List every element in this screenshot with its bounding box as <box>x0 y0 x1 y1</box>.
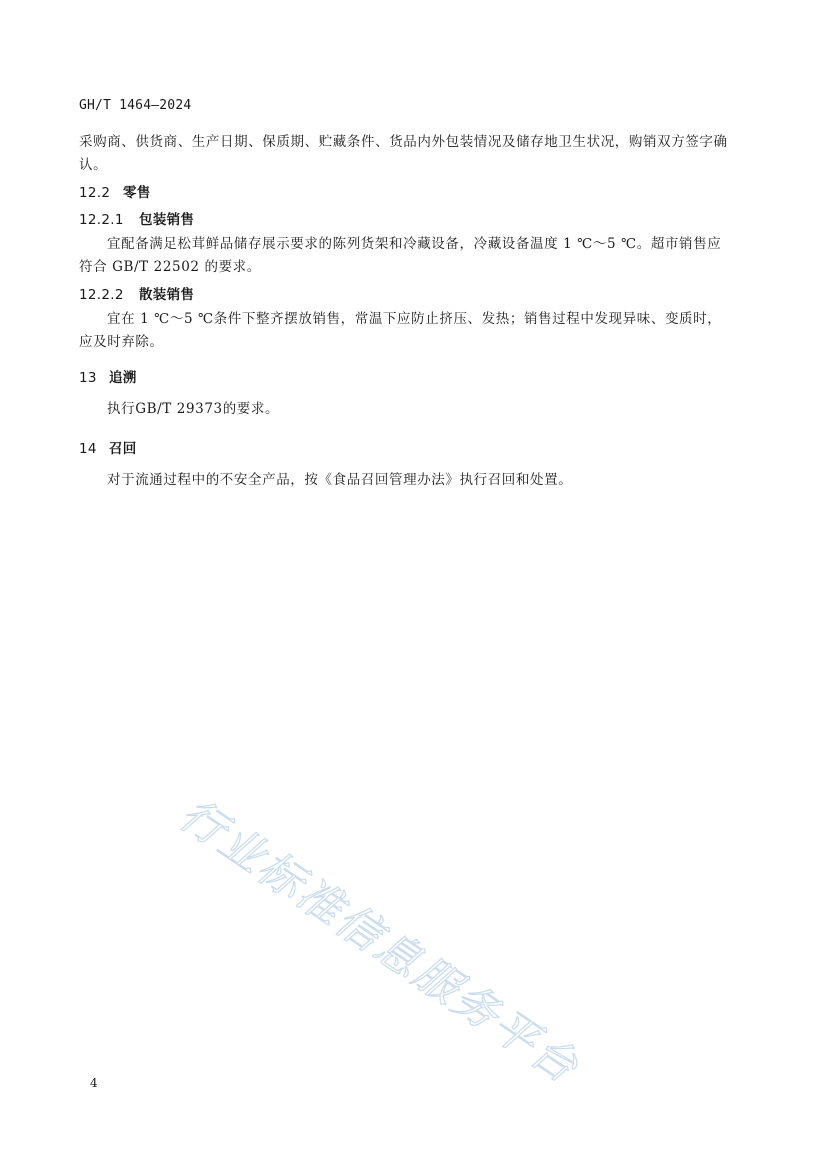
section-title: 零售 <box>123 185 151 201</box>
section-12-2-1-text: 宜配备满足松茸鲜品储存展示要求的陈列货架和冷藏设备，冷藏设备温度 1 ℃～5 ℃。超市销售应符合 GB/T 22502 的要求。 <box>79 236 722 275</box>
section-12-2-2-heading <box>79 283 194 303</box>
intro-paragraph: 采购商、供货商、生产日期、保质期、贮藏条件、货品内外包装情况及储存地卫生状况，购销双方签字确认。 <box>79 134 728 173</box>
section-13-heading <box>79 366 137 386</box>
section-title: 召回 <box>109 441 137 457</box>
page-number: 4 <box>90 1076 98 1090</box>
section-title: 追溯 <box>109 370 137 386</box>
section-12-2-heading <box>79 181 151 201</box>
section-12-2-2-text: 宜在 1 ℃～5 ℃条件下整齐摆放销售，常温下应防止挤压、发热；销售过程中发现异味、变质时，应及时弃除。 <box>79 311 722 350</box>
section-12-2-1-heading <box>79 208 194 228</box>
section-title: 散装销售 <box>139 287 195 303</box>
section-number: 12.2.1 <box>79 212 124 228</box>
document-code: GH/T 1464—2024 <box>79 98 192 113</box>
section-14-heading <box>79 437 137 457</box>
section-number: 13 <box>79 370 97 386</box>
section-number: 14 <box>79 441 97 457</box>
section-13-text: 执行GB/T 29373的要求。 <box>107 401 280 417</box>
section-number: 12.2 <box>79 185 111 201</box>
section-number: 12.2.2 <box>79 287 124 303</box>
section-title: 包装销售 <box>139 212 195 228</box>
watermark: 行业标准信息服务平台 <box>170 789 589 1095</box>
section-14-text: 对于流通过程中的不安全产品，按《食品召回管理办法》执行召回和处置。 <box>107 472 573 488</box>
